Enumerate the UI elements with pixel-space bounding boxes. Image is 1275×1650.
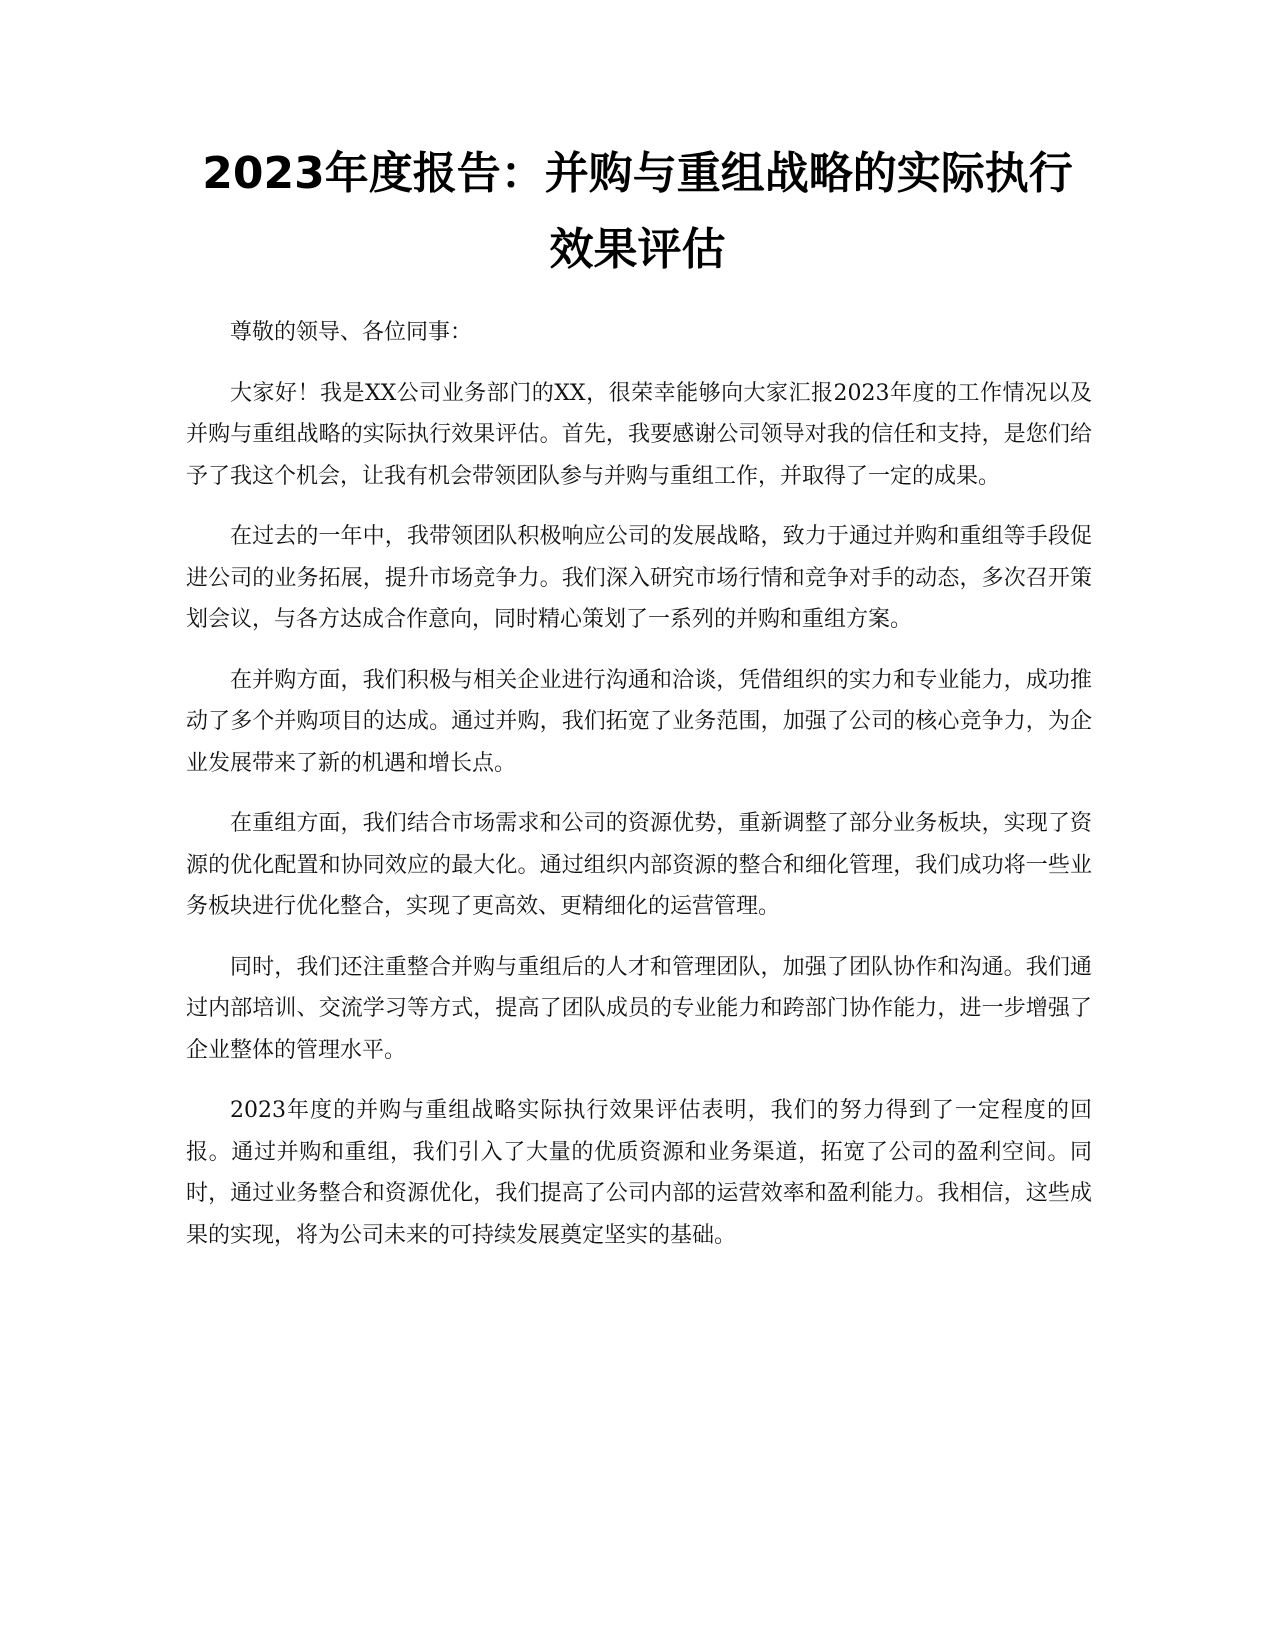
- body-paragraph: 在过去的一年中，我带领团队积极响应公司的发展战略，致力于通过并购和重组等手段促进公司的业务拓展，提升市场竞争力。我们深入研究市场行情和竞争对手的动态，多次召开策划会议，与各方达成合作意向，同时精心策划了一系列的并购和重组方案。: [186, 524, 1092, 632]
- body-paragraph: 在重组方面，我们结合市场需求和公司的资源优势，重新调整了部分业务板块，实现了资源的优化配置和协同效应的最大化。通过组织内部资源的整合和细化管理，我们成功将一些业务板块进行优化整合，实现了更高效、更精细化的运营管理。: [186, 811, 1092, 919]
- document-title: [150, 136, 1125, 288]
- document-body: [186, 312, 1092, 1275]
- body-paragraph: 大家好！我是XX公司业务部门的XX，很荣幸能够向大家汇报2023年度的工作情况以及并购与重组战略的实际执行效果评估。首先，我要感谢公司领导对我的信任和支持，是您们给予了我这个机会，让我有机会带领团队参与并购与重组工作，并取得了一定的成果。: [186, 380, 1092, 489]
- body-paragraph: 在并购方面，我们积极与相关企业进行沟通和洽谈，凭借组织的实力和专业能力，成功推动了多个并购项目的达成。通过并购，我们拓宽了业务范围，加强了公司的核心竞争力，为企业发展带来了新的机遇和增长点。: [186, 667, 1092, 776]
- body-paragraph: 2023年度的并购与重组战略实际执行效果评估表明，我们的努力得到了一定程度的回报。通过并购和重组，我们引入了大量的优质资源和业务渠道，拓宽了公司的盈利空间。同时，通过业务整合和资源优化，我们提高了公司内部的运营效率和盈利能力。我相信，这些成果的实现，将为公司未来的可持续发展奠定坚实的基础。: [186, 1098, 1092, 1248]
- title-line-1: 2023年度报告：并购与重组战略的实际执行: [202, 148, 1073, 199]
- body-paragraph: 同时，我们还注重整合并购与重组后的人才和管理团队，加强了团队协作和沟通。我们通过内部培训、交流学习等方式，提高了团队成员的专业能力和跨部门协作能力，进一步增强了企业整体的管理水平。: [186, 954, 1092, 1063]
- salutation-paragraph: 尊敬的领导、各位同事：: [230, 320, 473, 345]
- title-line-2: 效果评估: [549, 224, 726, 275]
